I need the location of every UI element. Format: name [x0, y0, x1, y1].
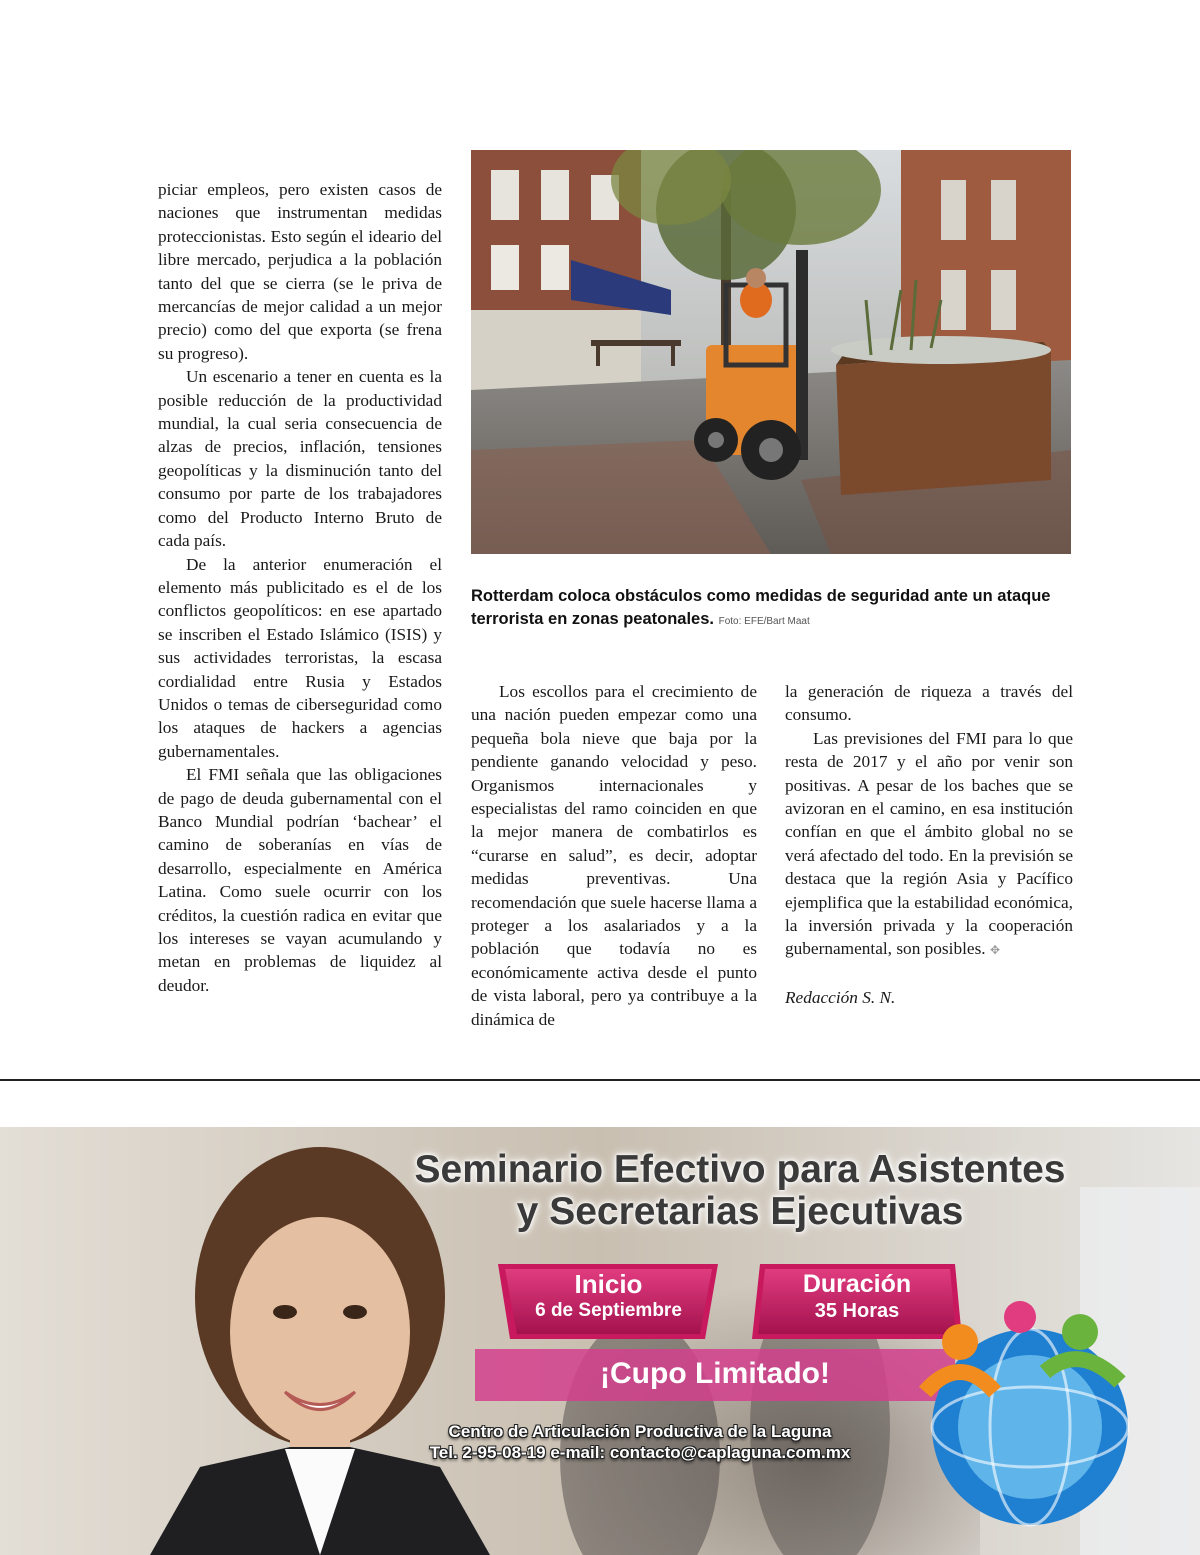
ad-organization: Centro de Articulación Productiva de la Laguna [448, 1422, 832, 1441]
article-signature: Redacción S. N. [785, 987, 896, 1007]
article-photo [471, 150, 1071, 554]
photo-credit: Foto: EFE/Bart Maat [718, 616, 810, 627]
photo-caption [471, 585, 1071, 633]
ad-contact: Tel. 2-95-08-19 e-mail: contacto@caplaguna.com.mx [429, 1443, 851, 1462]
article-paragraph-text: Las previsiones del FMI para lo que resta de 2017 y el año por venir son positivas. A pesar de los baches que se avizoran en el camino, en esa institución confían en que el ámbito global no se verá afectado del todo. En la previsión se destaca que la región Asia y Pacífico ejemplifica que la estabilidad económica, la inversión privada y la cooperación gubernamental, son posibles. [785, 728, 1073, 959]
ad-start-badge [505, 1269, 712, 1323]
caplaguna-logo-icon [932, 1329, 1128, 1525]
photo-forklift-planter-icon [471, 150, 1071, 554]
article-paragraph: Los escollos para el crecimiento de una nación pueden empezar como una pequeña bola nieve que baja por la pendiente ganando velocidad y peso. Organismos internacionales y especialistas del ramo coinciden en que la mejor manera de combatirlos es “curarse en salud”, es decir, adoptar medidas preventivas. Una recomendación que suele hacerse llama a proteger a los asalariados y a la población que todavía no es económicamente activa desde el punto de vista laboral, pero ya contribuye a la dinámica de [471, 682, 757, 1029]
ad-duration-value: 35 Horas [814, 1300, 900, 1322]
article-paragraph: Un escenario a tener en cuenta es la posible reducción de la productividad mundial, la cual seria consecuencia de alzas de precios, inflación, tensiones geopolíticas y la disminución tanto del consumo por parte de los trabajadores como del Producto Interno Bruto de cada país. [158, 367, 442, 551]
article-paragraph [785, 727, 1073, 963]
advertisement [0, 1127, 1200, 1555]
article-paragraph: De la anterior enumeración el elemento más publicitado es el de los conflictos geopolíticos: en ese apartado se inscriben el Estado Islámico (ISIS) y sus actividades terroristas, la escasa cordialidad entre Rusia y Estados Unidos o temas de ciberseguridad como los ataques de hackers a agencias gubernamentales. [158, 554, 442, 761]
ad-title-line2: y Secretarias Ejecutivas [516, 1190, 964, 1233]
photo-caption-text: Rotterdam coloca obstáculos como medidas de seguridad ante un ataque terrorista en zonas peatonales. [471, 587, 1051, 628]
article-left-column [158, 178, 442, 997]
ad-title [360, 1149, 1120, 1233]
article-paragraph: la generación de riqueza a través del consumo. [785, 682, 1073, 725]
ad-duration-badge [758, 1269, 956, 1323]
article-right-column [785, 680, 1073, 1009]
ad-limited-badge: ¡Cupo Limitado! [600, 1357, 830, 1390]
section-divider [0, 1079, 1200, 1081]
article-middle-column [471, 680, 757, 1031]
ad-title-line1: Seminario Efectivo para Asistentes [414, 1148, 1066, 1191]
end-mark-icon: ✥ [989, 943, 1001, 958]
ad-duration-label: Duración [802, 1270, 912, 1298]
ad-start-date: 6 de Septiembre [535, 1300, 682, 1321]
article-paragraph: piciar empleos, pero existen casos de naciones que instrumentan medidas proteccionistas. Esto según el ideario del libre mercado, perjudica a la población tanto del que se cierra (se le priva de mercancías de mejor calidad a un mejor precio) como del que exporta (se frena su progreso). [158, 180, 442, 363]
article-paragraph: El FMI señala que las obligaciones de pago de deuda gubernamental con el Banco Mundial podrían ‘bachear’ el camino de soberanías en vías de desarrollo, especialmente en América Latina. Como suele ocurrir con los créditos, la cuestión radica en evitar que los intereses se vayan acumulando y metan en problemas de liquidez al deudor. [158, 765, 442, 995]
ad-start-label: Inicio [574, 1269, 643, 1299]
